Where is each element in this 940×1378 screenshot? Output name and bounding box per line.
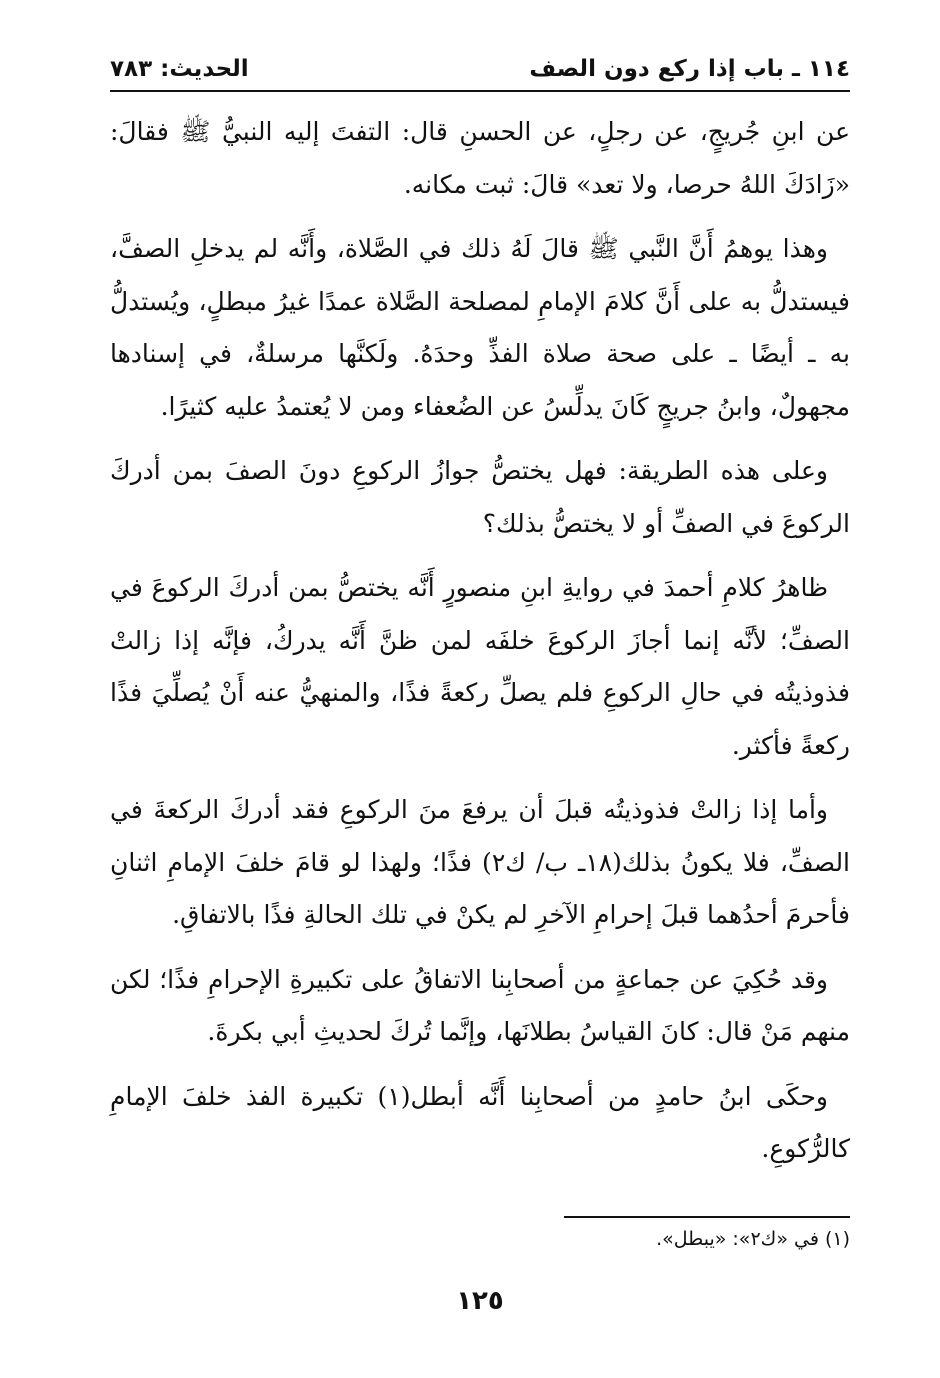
paragraph-3: وعلى هذه الطريقة: فهل يختصُّ جوازُ الركوعِ دونَ الصفَ بمن أدركَ الركوعَ في الصفِّ أو لا يختصُّ بذلك؟ [110, 456, 850, 538]
paragraph-1: عن ابنِ جُريجٍ، عن رجلٍ، عن الحسنِ قال: التفتَ إليه النبيُّ ﷺ فقالَ: «زَادَكَ اللهُ حرصا، ولا تعد» قالَ: ثبت مكانه. [110, 117, 850, 199]
paragraph-7: وحكَى ابنُ حامدٍ من أصحابِنا أَنَّه أبطل(١) تكبيرة الفذ خلفَ الإمامِ كالرُّكوعِ. [110, 1081, 850, 1163]
page-header [110, 52, 850, 92]
hadith-number: الحديث: ٧٨٣ [110, 56, 249, 82]
chapter-title: ١١٤ ـ باب إذا ركع دون الصف [529, 56, 850, 82]
paragraph-6: وقد حُكِيَ عن جماعةٍ من أصحابِنا الاتفاقُ على تكبيرةِ الإحرامِ فذًا؛ لكن منهم مَنْ قال: كانَ القياسُ بطلانَها، وإنَّما تُركَ لحديثِ أبي بكرةَ. [110, 964, 850, 1046]
paragraph-2: وهذا يوهمُ أَنَّ النَّبي ﷺ قالَ لَهُ ذلك في الصَّلاة، وأَنَّه لم يدخلِ الصفَّ، فيستدلُّ به على أَنَّ كلامَ الإمامِ لمصلحة الصَّلاة عمدًا غيرُ مبطلٍ، ويُستدلُّ به ـ أيضًا ـ على صحة صلاة الفذِّ وحدَهُ. ولَكنَّها مرسلةٌ، في إسنادها مجهولٌ، وابنُ جريجٍ كَانَ يدلِّسُ عن الضُعفاء ومن لا يُعتمدُ عليه كثيرًا. [110, 234, 850, 421]
book-page [110, 52, 850, 1352]
paragraph-4: ظاهرُ كلامِ أحمدَ في روايةِ ابنِ منصورٍ أَنَّه يختصُّ بمن أدركَ الركوعَ في الصفِّ؛ لأنَّه إنما أجازَ الركوعَ خلفَه لمن ظنَّ أَنَّه يدركُ، فإنَّه إذا زالتْ فذوذيتُه في حالِ الركوعِ فلم يصلِّ ركعةً فذًا، والمنهيُّ عنه أَنْ يُصلِّيَ فذًا ركعةً فأكثر. [110, 573, 850, 760]
footnote: (١) في «ك٢»: «يبطل». [656, 1228, 850, 1250]
paragraph-5: وأما إذا زالتْ فذوذيتُه قبلَ أن يرفعَ منَ الركوعِ فقد أدركَ الركعةَ في الصفِّ، فلا يكونُ بذلك(١٨ـ ب/ ك٢) فذًا؛ ولهذا لو قامَ خلفَ الإمامِ اثنانِ فأحرمَ أحدُهما قبلَ إحرامِ الآخرِ لم يكنْ في تلك الحالةِ فذًا بالاتفاقِ. [110, 795, 851, 929]
footnote-divider [564, 1216, 850, 1218]
page-number: ١٢٥ [456, 1286, 504, 1316]
body-text [110, 106, 850, 1176]
